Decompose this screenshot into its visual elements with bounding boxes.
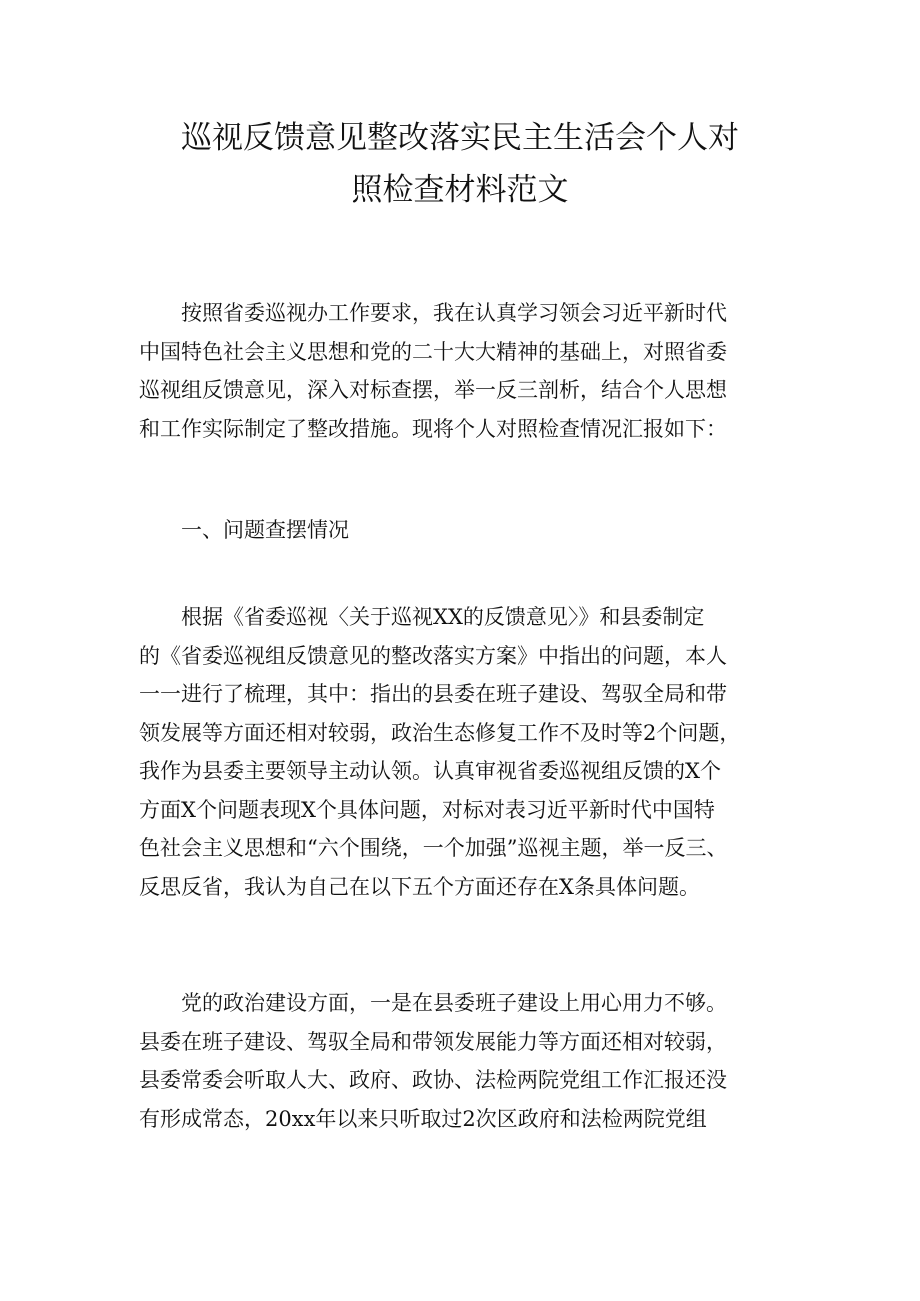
- political-building-paragraph: [139, 984, 799, 1138]
- paragraph-line: 和工作实际制定了整改措施。现将个人对照检查情况汇报如下：: [139, 416, 727, 441]
- paragraph-line: 按照省委巡视办工作要求，我在认真学习领会习近平新时代: [181, 301, 727, 325]
- paragraph-line: 一一进行了梳理，其中：指出的县委在班子建设、驾驭全局和带: [139, 682, 727, 706]
- paragraph-line: 色社会主义思想和“六个围绕，一个加强”巡视主题，举一反三、: [139, 836, 728, 860]
- paragraph-line: 巡视组反馈意见，深入对标查摆，举一反三剖析，结合个人思想: [139, 378, 727, 402]
- section-heading: [139, 511, 799, 550]
- paragraph-line: 党的政治建设方面，一是在县委班子建设上用心用力不够。: [181, 991, 727, 1015]
- title-line: 巡视反馈意见整改落实民主生活会个人对: [181, 120, 739, 156]
- paragraph-line: 我作为县委主要领导主动认领。认真审视省委巡视组反馈的X个: [139, 759, 721, 783]
- paragraph-line: 根据《省委巡视〈关于巡视XX的反馈意见〉》和县委制定: [181, 605, 705, 629]
- document-title: [140, 112, 780, 216]
- paragraph-line: 方面X个问题表现X个具体问题，对标对表习近平新时代中国特: [139, 797, 715, 822]
- paragraph-line: 中国特色社会主义思想和党的二十大大精神的基础上，对照省委: [139, 339, 727, 364]
- paragraph-line: 反思反省，我认为自己在以下五个方面还存在X条具体问题。: [139, 874, 700, 899]
- section-heading-text: 一、问题查摆情况: [181, 518, 349, 542]
- paragraph-line: 的《省委巡视组反馈意见的整改落实方案》中指出的问题，本人: [139, 643, 727, 668]
- title-line: 照检查材料范文: [351, 172, 569, 208]
- paragraph-line: 县委在班子建设、驾驭全局和带领发展能力等方面还相对较弱，: [139, 1029, 727, 1054]
- paragraph-line: 县委常委会听取人大、政府、政协、法检两院党组工作汇报还没: [139, 1068, 727, 1092]
- paragraph-line: 有形成常态，20xx年以来只听取过2次区政府和法检两院党组: [139, 1106, 707, 1131]
- intro-paragraph: [139, 294, 799, 448]
- problems-paragraph: [139, 598, 799, 906]
- paragraph-line: 领发展等方面还相对较弱，政治生态修复工作不及时等2个问题，: [139, 720, 741, 745]
